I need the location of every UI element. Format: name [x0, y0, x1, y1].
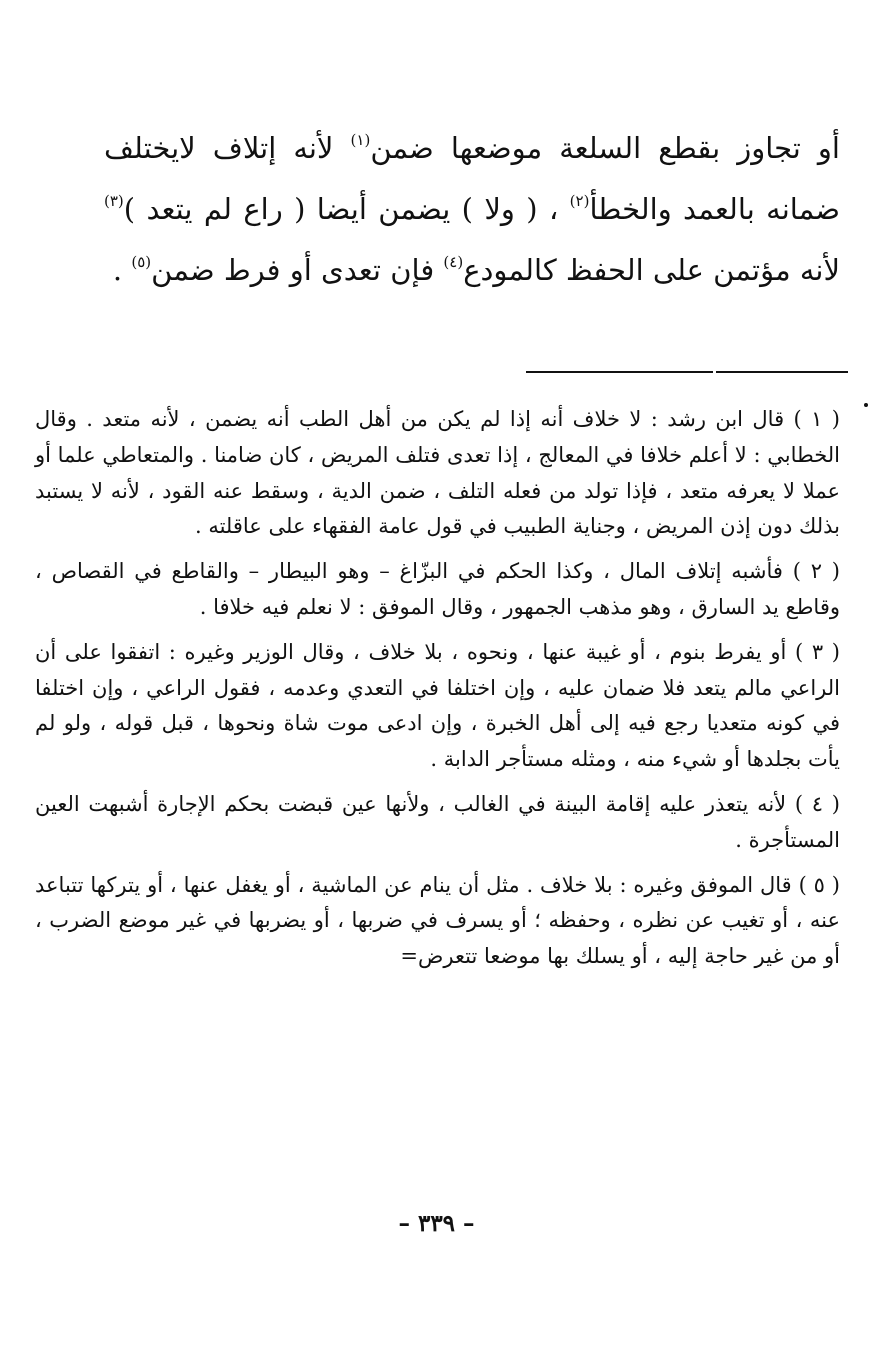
footnote-ref-2: (٢)	[569, 192, 590, 210]
footnote-text: قال الموفق وغيره : بلا خلاف . مثل أن ينام عن الماشية ، أو يغفل عنها ، أو يتركها تتباعد عنه ، أو تغيب عن نظره ، وحفظه ؛ أو يسرف في ضربها ، أو يضربها في غير موضع الضرب ، أو من غير حاجة إليه ، أو يسلك بها موضعا تتعرض=	[35, 872, 840, 969]
footnote-number: ( ٤ )	[794, 791, 840, 816]
main-text	[104, 118, 840, 301]
footnote-number: ( ٢ )	[792, 559, 840, 584]
footnote-text: أو يفرط بنوم ، أو غيبة عنها ، ونحوه ، بلا خلاف ، وقال الوزير وغيره : اتفقوا على أن الراعي مالم يتعد فلا ضمان عليه ، وإن اختلفا في التعدي وعدمه ، فقول الراعي ، وإن اختلفا في كونه متعديا رجع فيه إلى أهل الخبرة ، وإن ادعى موت شاة ونحوها ، قبل قوله ، ولو لم يأت بجلدها أو شيء منه ، ومثله مستأجر الدابة .	[35, 639, 840, 772]
separator-gap	[713, 369, 716, 375]
footnote-text: لأنه يتعذر عليه إقامة البينة في الغالب ، ولأنها عين قبضت بحكم الإجارة أشبهت العين المستأجرة .	[35, 791, 840, 852]
main-text-part-5: فإن تعدى أو فرط ضمن	[151, 253, 444, 287]
main-text-part-3: ، ( ولا ) يضمن أيضا ( راع لم يتعد )	[123, 192, 570, 226]
footnote-5	[35, 868, 840, 975]
page-number: – ٣٣٩ –	[398, 1210, 475, 1237]
footnote-ref-3: (٣)	[104, 192, 124, 210]
footnote-ref-1: (١)	[350, 131, 371, 149]
footnote-number: ( ٣ )	[795, 639, 840, 664]
footnote-2	[35, 554, 840, 626]
main-text-part-2: لأنه إتلاف لايختلف ضمانه بالعمد والخطأ	[104, 131, 840, 226]
margin-dot	[864, 403, 868, 407]
footnote-separator	[526, 371, 848, 373]
footnotes	[35, 402, 840, 984]
main-text-part-6: .	[112, 253, 132, 287]
footnote-ref-4: (٤)	[443, 253, 464, 271]
footnote-number: ( ١ )	[793, 407, 840, 431]
footnote-number: ( ٥ )	[798, 872, 840, 897]
main-text-part-1: أو تجاوز بقطع السلعة موضعها ضمن	[370, 131, 840, 165]
footnote-3	[35, 635, 840, 778]
footnote-text: فأشبه إتلاف المال ، وكذا الحكم في البزّاغ – وهو البيطار – والقاطع في القصاص ، وقاطع يد السارق ، وهو مذهب الجمهور ، وقال الموفق : لا نعلم فيه خلافا .	[35, 559, 840, 619]
main-text-part-4: لأنه مؤتمن على الحفظ كالمودع	[463, 253, 840, 287]
footnote-4	[35, 787, 840, 859]
footnote-ref-5: (٥)	[131, 253, 152, 271]
footnote-text: قال ابن رشد : لا خلاف أنه إذا لم يكن من أهل الطب أنه يضمن ، لأنه متعد . وقال الخطابي : لا أعلم خلافا في المعالج ، إذا تعدى فتلف المريض ، كان ضامنا . والمتعاطي علما أو عملا لا يعرفه متعد ، فإذا تولد من فعله التلف ، ضمن الدية ، وسقط عنه القود ، لأنه لا يستبد بذلك دون إذن المريض ، وجناية الطبيب في قول عامة الفقهاء على عاقلته .	[35, 407, 840, 539]
footnote-1	[35, 402, 840, 545]
